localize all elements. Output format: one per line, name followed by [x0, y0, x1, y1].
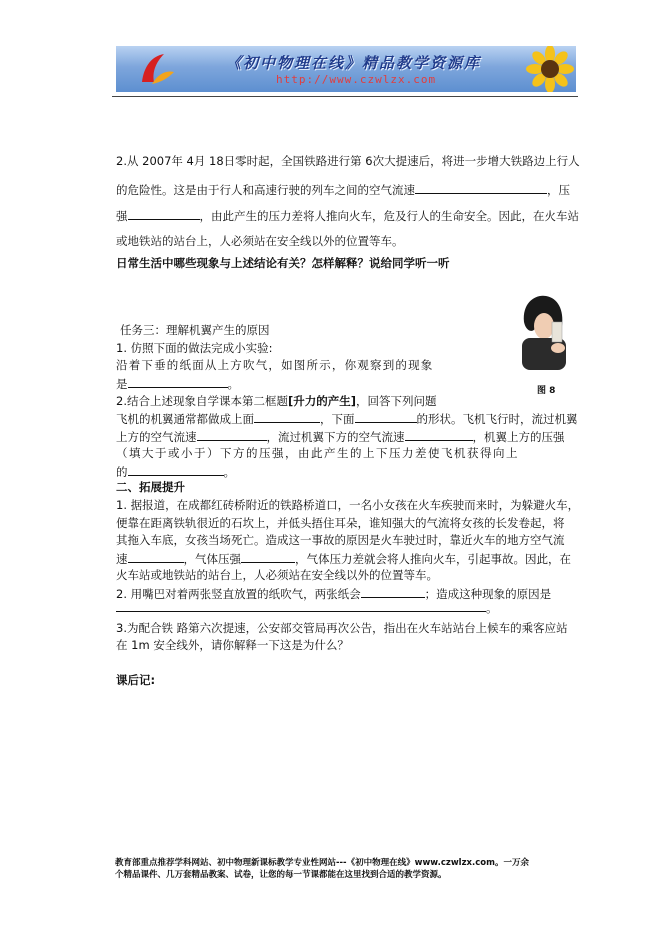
q2-discussion-prompt: 日常生活中哪些现象与上述结论有关？怎样解释？说给同学听一听 — [116, 256, 450, 270]
answer-blank[interactable] — [361, 586, 425, 598]
section2-text: ，气体压强 — [183, 552, 241, 566]
q2-text: 的危险性。这是由于行人和高速行驶的列车之间的空气流速 — [116, 183, 415, 197]
answer-blank[interactable] — [128, 464, 224, 476]
footer-line2: 个精品课件、几万套精品教案、试卷，让您的每一节课都能在这里找到合适的教学资源。 — [115, 870, 447, 880]
task3-item1-line3 — [116, 376, 239, 391]
section2-p1-line1: 1. 据报道，在成都红砖桥附近的铁路桥道口，一名小女孩在火车疾驶而来时，为躲避火车， — [116, 498, 580, 512]
answer-blank[interactable] — [128, 551, 184, 563]
section2-p1-line3: 其拖入车底，女孩当场死亡。造成这一事故的原因是火车驶过时，靠近火车的地方空气流 — [116, 533, 565, 547]
header-divider — [112, 96, 578, 97]
section2-heading: 二、拓展提升 — [116, 480, 185, 494]
wing-text: ，流过机翼下方的空气流速 — [266, 430, 405, 444]
section2-p2 — [116, 586, 551, 601]
wing-line1 — [116, 411, 578, 426]
task3-text: 是 — [116, 377, 128, 391]
answer-blank[interactable] — [254, 411, 320, 423]
after-class-notes-label: 课后记: — [116, 673, 156, 687]
answer-blank[interactable] — [355, 411, 417, 423]
answer-blank[interactable] — [405, 429, 473, 441]
section2-p2-answer-line — [116, 600, 498, 615]
section2-p1-line4 — [116, 551, 571, 566]
wing-text: 。 — [223, 465, 235, 479]
banner-title: 《初中物理在线》精品教学资源库 — [226, 54, 482, 72]
answer-blank[interactable] — [415, 182, 547, 194]
banner-url: http://www.czwlzx.com — [276, 73, 437, 86]
wing-line2 — [116, 429, 565, 444]
section2-p1-line2: 便靠在距离铁轨很近的石坎上，并低头捂住耳朵，谁知强大的气流将女孩的长发卷起，将 — [116, 516, 565, 530]
task3-text: ，回答下列问题 — [356, 394, 437, 408]
sunflower-icon — [520, 46, 576, 92]
q2-line2 — [116, 182, 570, 197]
wing-line4 — [116, 464, 235, 479]
answer-blank[interactable] — [128, 376, 228, 388]
wing-line3: （填大于或小于）下方的压强，由此产生的上下压力差使飞机获得向上 — [116, 446, 519, 460]
q2-text: ，压 — [547, 183, 570, 197]
section2-text: 。 — [486, 601, 498, 615]
section2-text: ；造成这种现象的原因是 — [424, 587, 552, 601]
wing-text: 的形状。飞机飞行时，流过机翼 — [416, 412, 578, 426]
task3-text: 2.结合上述现象自学课本第二框题 — [116, 394, 288, 408]
logo-icon — [138, 52, 176, 86]
section2-p1-line5: 火车站或地铁站的站台上，人必须站在安全线以外的位置等车。 — [116, 568, 438, 582]
task3-item2 — [116, 394, 437, 408]
section2-p3-line2: 在 1m 安全线外，请你解释一下这是为什么？ — [116, 638, 349, 652]
section2-text: 2. 用嘴巴对着两张竖直放置的纸吹气，两张纸会 — [116, 587, 361, 601]
wing-text: ，机翼上方的压强 — [472, 430, 565, 444]
wing-text: 上方的空气流速 — [116, 430, 197, 444]
q2-line3 — [116, 208, 579, 223]
girl-blowing-paper-image — [514, 292, 574, 370]
wing-text: 的 — [116, 465, 128, 479]
answer-blank[interactable] — [116, 600, 486, 612]
wing-text: 飞机的机翼通常都做成上面 — [116, 412, 254, 426]
task3-heading: 任务三：理解机翼产生的原因 — [120, 323, 270, 337]
task3-topic-title: [升力的产生] — [287, 394, 356, 408]
answer-blank[interactable] — [241, 551, 295, 563]
q2-text: 强 — [116, 209, 128, 223]
answer-blank[interactable] — [197, 429, 267, 441]
task3-text: 。 — [227, 377, 239, 391]
q2-text: ，由此产生的压力差将人推向火车，危及行人的生命安全。因此，在火车站 — [199, 209, 579, 223]
q2-line1: 2.从 2007年 4月 18日零时起，全国铁路进行第 6次大提速后，将进一步增大铁路边上行人 — [116, 154, 580, 168]
figure-caption: 图 8 — [537, 386, 556, 396]
answer-blank[interactable] — [128, 208, 200, 220]
section2-text: 速 — [116, 552, 128, 566]
section2-text: ，气体压力差就会将人推向火车，引起事故。因此，在 — [295, 552, 571, 566]
q2-line4: 或地铁站的站台上，人必须站在安全线以外的位置等车。 — [116, 234, 404, 248]
header-banner — [116, 46, 576, 92]
wing-text: ，下面 — [320, 412, 355, 426]
task3-item1: 1. 仿照下面的做法完成小实验: — [116, 341, 273, 355]
task3-item1-line2: 沿着下垂的纸面从上方吹气，如图所示，你观察到的现象 — [116, 358, 434, 372]
section2-p3-line1: 3.为配合铁 路第六次提速，公安部交管局再次公告，指出在火车站站台上候车的乘客应站 — [116, 621, 568, 635]
footer-line1: 教育部重点推荐学科网站、初中物理新课标教学专业性网站---《初中物理在线》www.czwlzx.com。一万余 — [115, 858, 529, 868]
